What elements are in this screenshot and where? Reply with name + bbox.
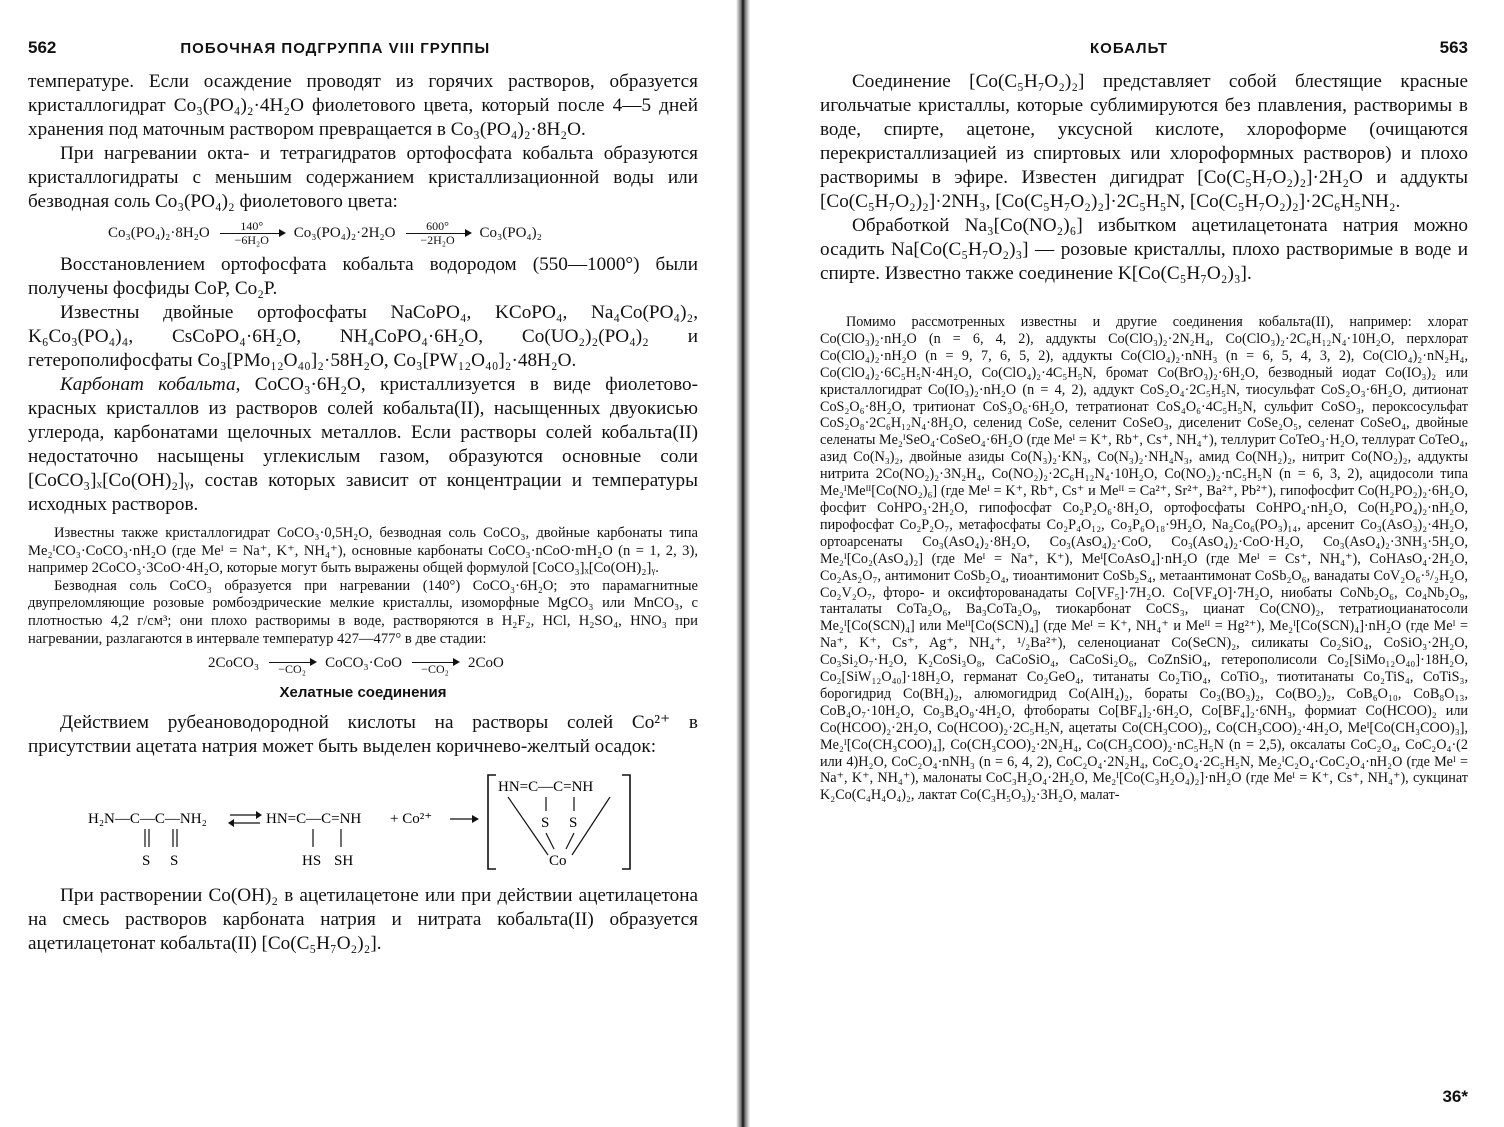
arrow-condition: −6H₂O xyxy=(234,233,269,247)
small-paragraph: Помимо рассмотренных известны и другие соединения кобальта(II), например: хлорат Co(ClO₃)₂·nH₂O (n = 6, 4, 2), аддукты Co(ClO₃)₂·2N₂H₄, Co(ClO₃)₂·2C₆H₁₂N₄·10H₂O, перхлорат Co(ClO₄)₂·nH₂O (n = 9, 7, 6, 5, 2), аддукты Co(ClO₄)₂·nNH₃ (n = 6, 5, 4, 3, 2), Co(ClO₄)₂·nN₂H₄, Co(ClO₄)₂·6C₅H₅N·4H₂O, Co(ClO₄)₂·4C₅H₅N, бромат Co(BrO₃)₂·6H₂O, безводный иодат Co(IO₃)₂ или кристаллогидрат Co(IO₃)₂·nH₂O (n = 4, 2), аддукт CoS₂O₄·2C₅H₅N, тиосульфат CoS₂O₃·6H₂O, дитионат CoS₂O₆·8H₂O, тритионат CoS₃O₆·6H₂O, тетратионат CoS₄O₆·4C₅H₅N, сульфит CoSO₃, пероксосульфат CoS₂O₈·2C₆H₁₂N₄·8H₂O, селенид CoSe, селенит CoSeO₃, диселенит CoSe₂O₅, селенат CoSeO₄, двойные селенаты Me₂ᴵSeO₄·CoSeO₄·6H₂O (где Meᴵ = K⁺, Rb⁺, Cs⁺, NH₄⁺), теллурит CoTeO₃·H₂O, теллурат CoTeO₄, азид Co(N₃)₂, двойные азиды Co(N₃)₂·KN₃, Co(N₃)₂·NH₄N₃, амид Co(NH₂)₂, нитрит Co(NO₂)₂, аддукты нитрита 2Co(NO₂)₂·3N₂H₄, Co(NO₂)₂·2C₆H₁₂N₄·10H₂O, Co(NO₂)₂·nC₅H₅N (n = 6, 3, 2), ацидосоли типа Me₂ᴵMeᴵᴵ[Co(NO₂)₆] (где Meᴵ = K⁺, Rb⁺, Cs⁺ и Meᴵᴵ = Ca²⁺, Sr²⁺, Ba²⁺, Pb²⁺), гипофосфит Co(H₂PO₂)₂·6H₂O, фосфит CoHPO₃·2H₂O, гипофосфат Co₂P₂O₆·8H₂O, ортофосфаты CoHPO₄·nH₂O, Co(H₂PO₄)₂·nH₂O, пирофосфат Co₂P₂O₇, метафосфаты Co₂P₄O₁₂, Co₃P₆O₁₈·9H₂O, Na₂Co₆(PO₃)₁₄, арсенит Co₃(AsO₃)₂·4H₂O, ортоарсенаты Co₃(AsO₄)₂·8H₂O, Co₃(AsO₄)₂·CoO, Co₃(AsO₄)₂·CoO·H₂O, Co₃(AsO₄)₂·3NH₃·5H₂O, Me₂ᴵ[Co₂(AsO₄)₂] (где Meᴵ = Na⁺, K⁺), Meᴵ[CoAsO₄]·nH₂O (где Meᴵ = Cs⁺, NH₄⁺), CoHAsO₄·2H₂O, Co₂As₂O₇, антимонит CoSb₂O₄, тиоантимонит CoSb₂S₄, метаантимонат CoSb₂O₆, ванадаты CoV₂O₆·⁵/₂H₂O, Co₂V₂O₇, фторо- и оксифторованадаты Co[VF₅]·7H₂O. Co[VF₄O]·7H₂O, ниобаты CoNb₂O₆, Co₄Nb₂O₉, танталаты CoTa₂O₆, Ba₃CoTa₂O₉, тиокарбонат CoCS₃, цианат Co(CNO)₂, тетратиоцианатосоли Me₂ᴵ[Co(SCN)₄] или Meᴵᴵ[Co(SCN)₄] (где Meᴵ = K⁺, NH₄⁺ и Meᴵᴵ = Hg²⁺), Me₂ᴵ[Co(SCN)₄]·nH₂O (где Meᴵ = Na⁺, K⁺, Cs⁺, Ag⁺, NH₄⁺, ¹/₂Ba²⁺), селеноцианат Co(SeCN)₂, силикаты Co₂SiO₄, CoSiO₃·2H₂O, Co₃Si₂O₇·H₂O, K₂CoSi₃O₈, CaCoSiO₄, CaCoSi₂O₆, CoZnSiO₄, гетерополисоли Co₂[SiMo₁₂O₄₀]·18H₂O, Co₂[SiW₁₂O₄₀]·18H₂O, германат Co₂GeO₄, титанаты Co₂TiO₄, CoTiO₃, тиотитанаты Co₂TiS₄, CoTiS₃, борогидрид Co(BH₄)₂, алюмогидрид Co(AlH₄)₂, бораты Co₃(BO₃)₂, Co(BO₂)₂, CoB₆O₁₀, CoB₈O₁₃, CoB₄O₇·10H₂O, Co₃B₄O₉·4H₂O, фтобораты Co[BF₄]₂·6H₂O, Co[BF₄]₂·6NH₃, формиат Co(HCOO)₂ или Co(HCOO)₂·2H₂O, Co(HCOO)₂·2C₅H₅N, ацетаты Co(CH₃COO)₂, Co(CH₃COO)₂·4H₂O, Meᴵ[Co(CH₃COO)₃], Me₂ᴵ[Co(CH₃COO)₄], Co(CH₃COO)₂·2N₂H₄, Co(CH₃COO)₂·nC₅H₅N (n = 2,5), оксалаты CoC₂O₄, CoC₂O₄·(2 или 4)H₂O, CoC₂O₄·nNH₃ (n = 6, 4, 2), CoC₂O₄·2N₂H₄, CoC₂O₄·2C₅H₅N, Me₂ᴵC₂O₄·CoC₂O₄·nH₂O (где Meᴵ = Na⁺, K⁺, NH₄⁺), малонаты CoC₃H₂O₄·2H₂O, Me₂ᴵ[Co(C₃H₂O₄)₂]·nH₂O (где Meᴵ = K⁺, Cs⁺, NH₄⁺), сукцинат K₂Co(C₄H₄O₄)₂, лактат Co(C₃H₅O₃)₂·3H₂O, малат- xyxy=(820,314,1468,804)
arrow-condition: −CO₂ xyxy=(421,662,449,677)
paragraph: Обработкой Na₃[Co(NO₂)₆] избытком ацетилацетоната натрия можно осадить Na[Co(C₅H₇O₂)₃] — розовые кристаллы, плохо растворимые в воде и спирте. Известно также соединение K[Co(C₅H₇O₂)₃]. xyxy=(820,215,1468,284)
paragraph: При нагревании окта- и тетрагидратов ортофосфата кобальта образуются кристаллогидраты с меньшим содержанием кристаллизационной воды или безводная соль Co₃(PO₄)₂ фиолетового цвета: xyxy=(28,143,698,212)
atom-label: HS xyxy=(302,853,322,870)
reaction-arrow xyxy=(269,662,315,676)
paragraph: Известны двойные ортофосфаты NaCoPO₄, KCoPO₄, Na₄Co(PO₄)₂, K₆Co₃(PO₄)₄, CsCoPO₄·6H₂O, NH₄CoPO₄·6H₂O, Co(UO₂)₂(PO₄)₂ и гетерополифосфаты Co₃[PMo₁₂O₄₀]₂·58H₂O, Co₃[PW₁₂O₄₀]₂·48H₂O. xyxy=(28,302,698,371)
page-number: 563 xyxy=(1439,38,1468,57)
arrow-condition: −2H₂O xyxy=(420,233,455,247)
atom-label: Co xyxy=(549,853,567,870)
paragraph: Восстановлением ортофосфата кобальта водородом (550—1000°) были получены фосфиды CoP, Co₂P. xyxy=(28,254,698,299)
paragraph: температуре. Если осаждение проводят из горячих растворов, образуется кристаллогидрат Co₃(PO₄)₂·4H₂O фиолетового цвета, который после 4—5 дней хранения под маточным раствором превращается в Co₃(PO₄)₂·8H₂O. xyxy=(28,71,698,140)
atom-label: S xyxy=(170,853,179,870)
arrow-condition: 600° xyxy=(426,219,449,233)
arrow-condition: −CO₂ xyxy=(278,662,306,677)
running-head xyxy=(820,38,1468,58)
equilibrium-arrow xyxy=(228,811,262,827)
running-title: КОБАЛЬТ xyxy=(1090,40,1169,57)
small-paragraph: Известны также кристаллогидрат CoCO₃·0,5H₂O, безводная соль CoCO₃, двойные карбонаты типа Me₂ᴵCO₃·CoCO₃·nH₂O (где Meᴵ = Na⁺, K⁺, NH₄⁺), основные карбонаты CoCO₃·nCoO·mH₂O (n = 1, 2, 3), например 2CoCO₃·3CoO·4H₂O, которые могут быть выражены общей формулой [CoCO₃]ₓ[Co(OH)₂]ᵧ. xyxy=(28,525,698,577)
paragraph: Действием рубеановодородной кислоты на растворы солей Co²⁺ в присутствии ацетата натрия может быть выделен коричнево-желтый осадок: xyxy=(28,712,698,758)
right-page xyxy=(760,0,1504,1127)
formula: Co₃(PO₄)₂ xyxy=(479,225,542,241)
term-italic: Карбонат кобальта xyxy=(60,374,236,395)
paragraph-text: , CoCO₃·6H₂O, кристаллизуется в виде фиолетово-красных кристаллов из растворов солей кобальта(II), насыщенных двуокисью углерода, карбонатами щелочных металлов. Если растворы солей кобальта(II) недостаточно насыщены углекислым газом, образуются основные соли [CoCO₃]ₓ[Co(OH)₂]ᵧ, состав которых зависит от концентрации и температуры исходных растворов. xyxy=(28,374,698,515)
reaction-arrow xyxy=(406,220,470,247)
formula: HN=C—C=NH xyxy=(498,779,594,796)
reaction-arrow xyxy=(450,815,479,823)
atom-label: S xyxy=(569,815,578,832)
page-number: 562 xyxy=(28,38,57,57)
formula: 2CoCO₃ xyxy=(208,654,260,671)
paragraph xyxy=(28,373,698,517)
formula: 2CoO xyxy=(467,654,504,671)
formula: H₂N—C—C—NH₂ xyxy=(88,811,207,828)
chemical-scheme xyxy=(88,773,688,873)
formula: Co₃(PO₄)₂·2H₂O xyxy=(293,225,396,241)
equation xyxy=(208,650,698,676)
formula: + Co²⁺ xyxy=(390,811,433,828)
running-head xyxy=(28,38,698,58)
reaction-arrow xyxy=(412,662,458,676)
atom-label: S xyxy=(541,815,550,832)
atom-label: SH xyxy=(334,853,354,870)
formula: HN=C—C=NH xyxy=(266,811,362,828)
section-heading: Хелатные соединения xyxy=(279,684,447,702)
formula: Co₃(PO₄)₂·8H₂O xyxy=(108,225,210,241)
signature-mark: 36* xyxy=(1442,1087,1468,1106)
reaction-arrow xyxy=(220,220,284,247)
running-title: ПОБОЧНАЯ ПОДГРУППА VIII ГРУППЫ xyxy=(180,40,491,57)
arrow-condition: 140° xyxy=(240,219,264,233)
paragraph: При растворении Co(OH)₂ в ацетилацетоне или при действии ацетилацетона на смесь растворов карбоната натрия и нитрата кобальта(II) образуется ацетилацетонат кобальта(II) [Co(C₅H₇O₂)₂]. xyxy=(28,885,698,955)
paragraph: Соединение [Co(C₅H₇O₂)₂] представляет собой блестящие красные игольчатые кристаллы, которые сублимируются без плавления, растворимы в воде, спирте, ацетоне, уксусной кислоте, хлороформе (очищаются перекристаллизацией из спиртовых или хлороформных растворов) и плохо растворимы в эфире. Известен дигидрат [Co(C₅H₇O₂)₂]·2H₂O и аддукты [Co(C₅H₇O₂)₂]·2NH₃, [Co(C₅H₇O₂)₂]·2C₅H₅N, [Co(C₅H₇O₂)₂]·2C₆H₅NH₂. xyxy=(820,71,1468,212)
formula: CoCO₃·CoO xyxy=(325,654,402,671)
equation xyxy=(108,220,698,247)
atom-label: S xyxy=(142,853,151,870)
small-paragraph: Безводная соль CoCO₃ образуется при нагревании (140°) CoCO₃·6H₂O; это парамагнитные двупреломляющие розовые ромбоэдрические мелкие кристаллы, изоморфные MgCO₃ или MnCO₃, с плотностью 4,2 г/см³; они плохо растворимы в воде, растворяются в H₂F₂, HCl, H₂SO₄, HNO₃ при нагревании, разлагаются в интервале температур 427—477° в две стадии: xyxy=(28,577,698,647)
left-page xyxy=(0,0,740,1127)
